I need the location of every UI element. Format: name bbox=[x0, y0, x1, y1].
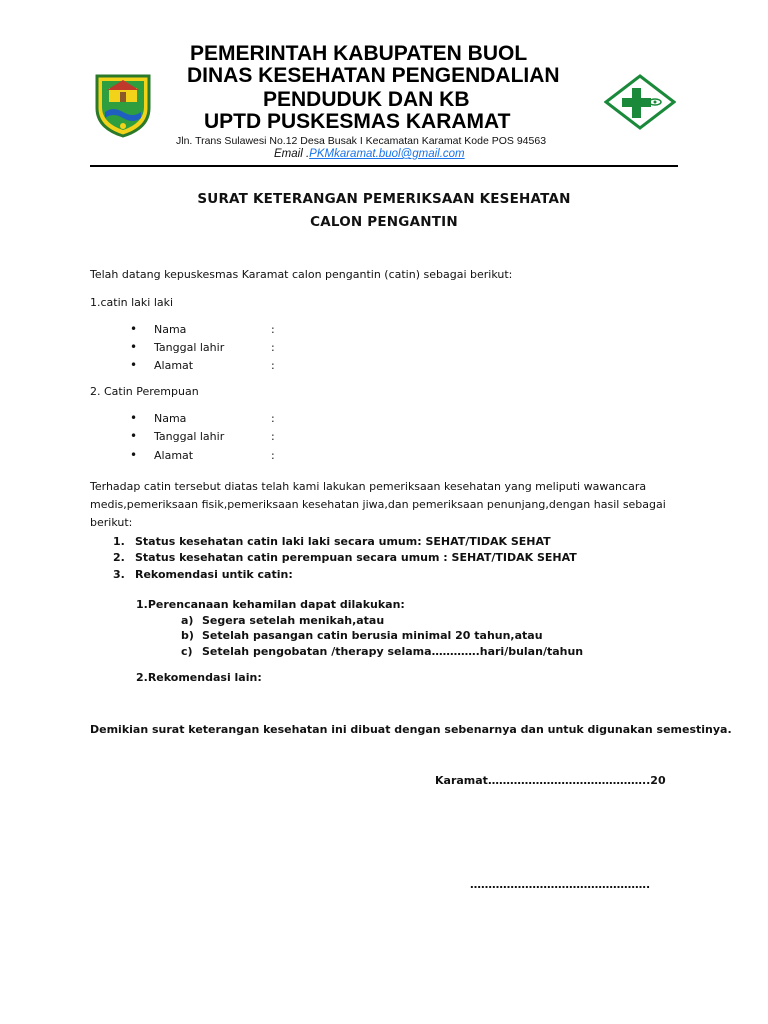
recommendation1-heading: 1.Perencanaan kehamilan dapat dilakukan: bbox=[136, 598, 405, 611]
rec1-item-marker: c) bbox=[181, 645, 193, 658]
bullet-icon: • bbox=[130, 411, 138, 425]
s2-field-label: Nama bbox=[154, 412, 187, 425]
result-number: 3. bbox=[113, 568, 125, 581]
result-text: Rekomendasi untik catin: bbox=[135, 568, 293, 581]
header-government: PEMERINTAH KABUPATEN BUOL bbox=[190, 42, 528, 65]
header-department: DINAS KESEHATAN PENGENDALIAN bbox=[187, 64, 560, 87]
bullet-icon: • bbox=[130, 322, 138, 336]
result-number: 2. bbox=[113, 551, 125, 564]
header-address: Jln. Trans Sulawesi No.12 Desa Busak I Kecamatan Karamat Kode POS 94563 bbox=[176, 135, 547, 147]
s1-field-sep: : bbox=[271, 341, 275, 354]
bullet-icon: • bbox=[130, 448, 138, 462]
email-link[interactable]: PKMkaramat.buol@gmail.com bbox=[309, 148, 465, 160]
s1-field-sep: : bbox=[271, 323, 275, 336]
recommendation2-heading: 2.Rekomendasi lain: bbox=[136, 671, 262, 684]
header-unit: UPTD PUSKESMAS KARAMAT bbox=[204, 110, 511, 133]
s2-field-sep: : bbox=[271, 430, 275, 443]
section1-heading: 1.catin laki laki bbox=[90, 296, 174, 309]
header-divider bbox=[90, 165, 678, 167]
bullet-icon: • bbox=[130, 358, 138, 372]
bullet-icon: • bbox=[130, 429, 138, 443]
closing-statement: Demikian surat keterangan kesehatan ini dibuat dengan sebenarnya dan untuk digunakan semestinya. bbox=[90, 723, 732, 736]
signature-line: …………………………………………. bbox=[470, 878, 651, 891]
rec1-item-marker: b) bbox=[181, 629, 194, 642]
s2-field-label: Alamat bbox=[154, 449, 194, 462]
s2-field-sep: : bbox=[271, 449, 275, 462]
rec1-item-text: Setelah pasangan catin berusia minimal 20 tahun,atau bbox=[202, 629, 543, 642]
s1-field-label: Alamat bbox=[154, 359, 194, 372]
rec1-item-text: Segera setelah menikah,atau bbox=[202, 614, 385, 627]
section2-heading: 2. Catin Perempuan bbox=[90, 385, 199, 398]
s1-field-label: Tanggal lahir bbox=[154, 341, 225, 354]
document-title: SURAT KETERANGAN PEMERIKSAAN KESEHATAN bbox=[197, 191, 571, 207]
s2-field-label: Tanggal lahir bbox=[154, 430, 225, 443]
s2-field-sep: : bbox=[271, 412, 275, 425]
result-text: Status kesehatan catin laki laki secara umum: SEHAT/TIDAK SEHAT bbox=[135, 535, 551, 548]
intro-text: Telah datang kepuskesmas Karamat calon pengantin (catin) sebagai berikut: bbox=[90, 268, 513, 281]
email-label: Email . bbox=[274, 148, 310, 160]
rec1-item-marker: a) bbox=[181, 614, 194, 627]
header-email-line bbox=[274, 148, 465, 160]
header-department-cont: PENDUDUK DAN KB bbox=[263, 88, 470, 111]
bullet-icon: • bbox=[130, 340, 138, 354]
kabupaten-buol-logo bbox=[93, 70, 153, 138]
place-date: Karamat……………………………………..20 bbox=[435, 774, 666, 787]
s1-field-sep: : bbox=[271, 359, 275, 372]
puskesmas-logo bbox=[604, 74, 676, 130]
result-text: Status kesehatan catin perempuan secara umum : SEHAT/TIDAK SEHAT bbox=[135, 551, 577, 564]
examination-paragraph: Terhadap catin tersebut diatas telah kami lakukan pemeriksaan kesehatan yang meliputi wawancara medis,pemeriksaan fisik,pemeriksaan kesehatan jiwa,dan pemeriksaan penunjang,dengan hasil sebagai berikut: bbox=[90, 480, 666, 529]
s1-field-label: Nama bbox=[154, 323, 187, 336]
document-subtitle: CALON PENGANTIN bbox=[310, 214, 458, 230]
rec1-item-text: Setelah pengobatan /therapy selama………….hari/bulan/tahun bbox=[202, 645, 584, 658]
result-number: 1. bbox=[113, 535, 125, 548]
